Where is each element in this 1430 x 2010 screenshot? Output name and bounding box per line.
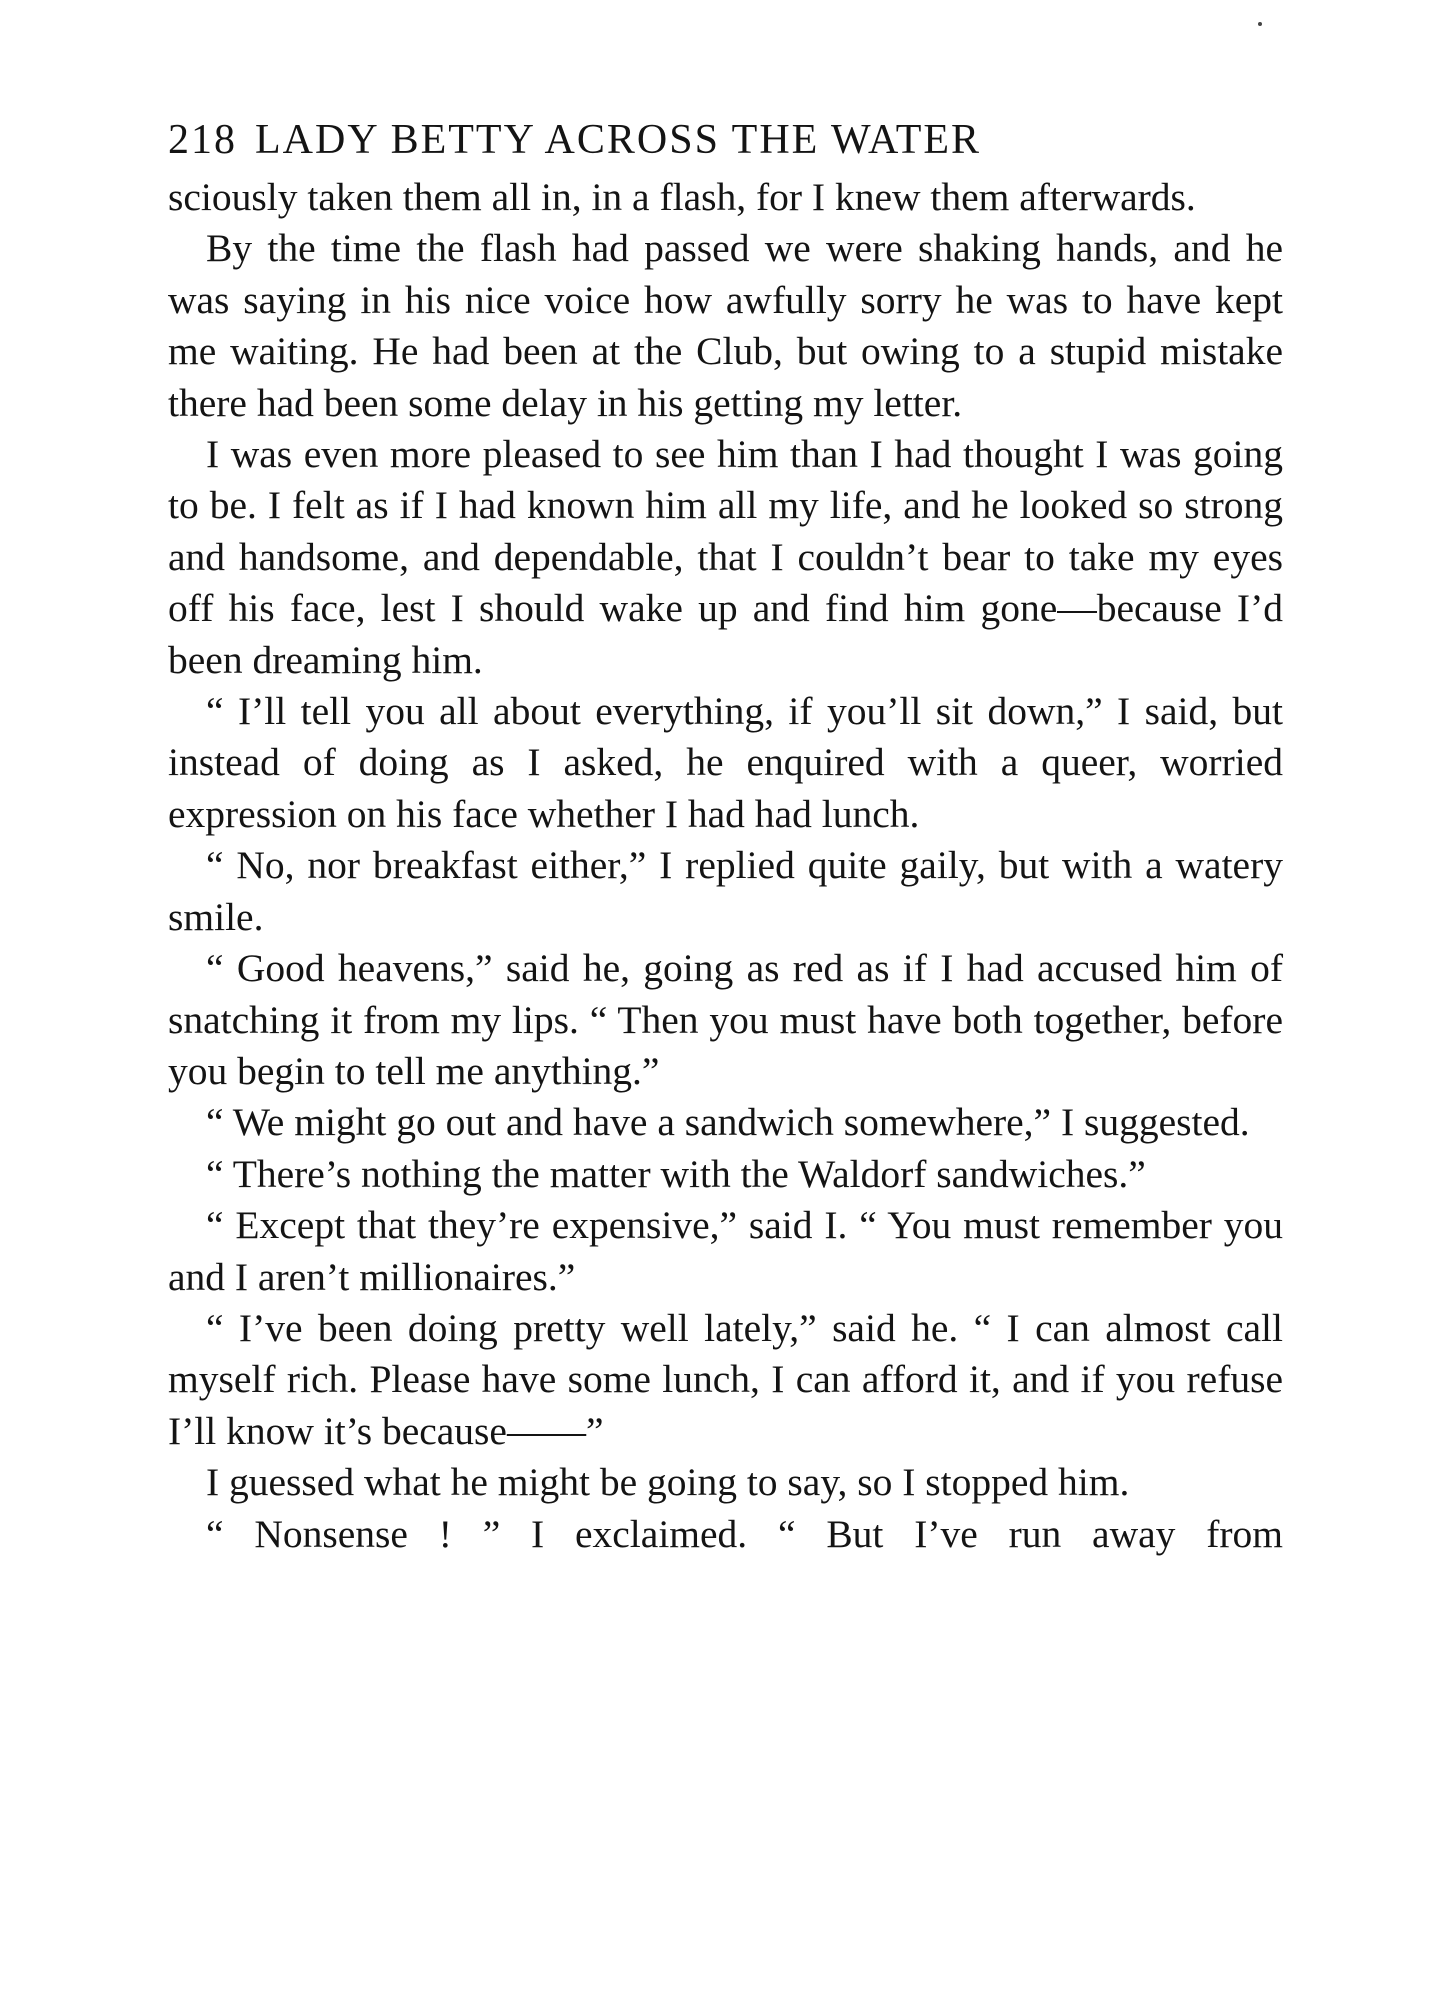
paragraph: “ We might go out and have a sandwich somewhere,” I suggested. (206, 1100, 1250, 1145)
paragraph: By the time the flash had passed we were shaking hands, and he was saying in his nice voice how awfully sorry he was to have kept me waiting. He had been at the Club, but owing to a stupid mistake there had been some delay in his getting my letter. (168, 226, 1283, 425)
page-number: 218 (168, 117, 237, 163)
paragraph-continued: sciously taken them all in, in a flash, for I knew them afterwards. (168, 175, 1196, 219)
paragraph: I was even more pleased to see him than I had thought I was going to be. I felt as if I had known him all my life, and he looked so strong and handsome, and dependable, that I couldn’t bear to take my eyes off his face, lest I should wake up and find him gone—because I’d been dreaming him. (168, 432, 1283, 682)
book-page (168, 110, 1283, 1560)
paragraph: I guessed what he might be going to say, so I stopped him. (206, 1460, 1130, 1505)
paragraph: “ I’ll tell you all about everything, if you’ll sit down,” I said, but instead of doing as I asked, he enquired with a queer, worried expression on his face whether I had had lunch. (168, 689, 1283, 836)
paragraph-runs-over: “ Nonsense ! ” I exclaimed. “ But I’ve run away from (206, 1511, 1283, 1556)
paragraph: “ I’ve been doing pretty well lately,” said he. “ I can almost call myself rich. Please have some lunch, I can afford it, and if you refuse I’ll know it’s because——” (168, 1305, 1283, 1453)
paragraph: “ Except that they’re expensive,” said I. “ You must remember you and I aren’t millionaires.” (168, 1203, 1283, 1299)
ink-speck (1258, 22, 1262, 26)
running-header (168, 110, 1283, 170)
paragraph: “ Good heavens,” said he, going as red as if I had accused him of snatching it from my lips. “ Then you must have both together, before you begin to tell me anything.” (168, 946, 1283, 1093)
paragraph: “ There’s nothing the matter with the Waldorf sandwiches.” (206, 1151, 1146, 1196)
paragraph: “ No, nor breakfast either,” I replied quite gaily, but with a watery smile. (168, 843, 1283, 939)
running-title: LADY BETTY ACROSS THE WATER (255, 117, 982, 163)
